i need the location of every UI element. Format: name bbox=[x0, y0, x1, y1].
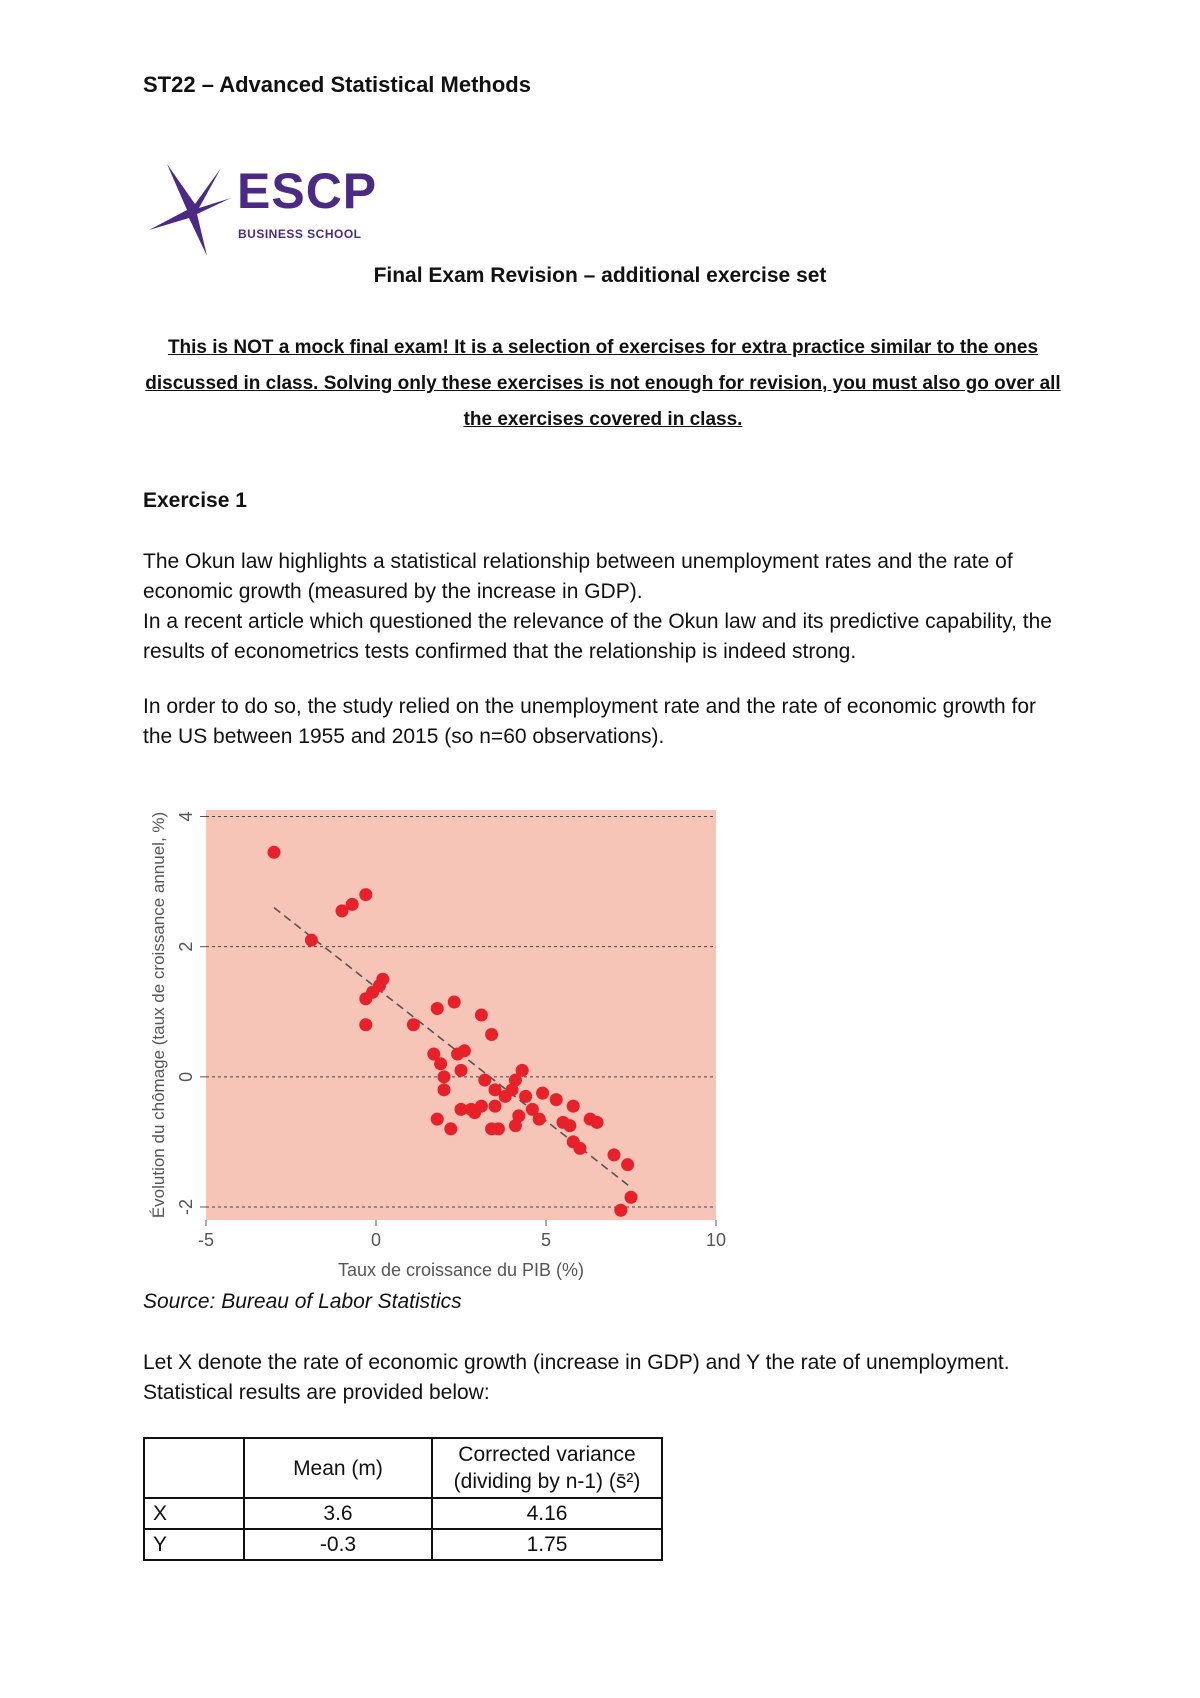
data-point bbox=[591, 1116, 604, 1129]
logo-wordmark: ESCP bbox=[237, 163, 378, 219]
table-header-row bbox=[144, 1438, 662, 1498]
table-cell-label: X bbox=[144, 1498, 244, 1529]
plot-background bbox=[206, 810, 716, 1220]
table-header-cell: Corrected variance (dividing by n-1) (s̄²) bbox=[432, 1438, 662, 1498]
exercise-paragraph-1 bbox=[143, 547, 1063, 667]
data-point bbox=[489, 1100, 502, 1113]
y-tick-label: 0 bbox=[176, 1071, 196, 1082]
data-point bbox=[509, 1119, 522, 1132]
escp-star-icon bbox=[145, 160, 245, 260]
data-point bbox=[438, 1083, 451, 1096]
table-cell-mean: -0.3 bbox=[244, 1529, 432, 1560]
data-point bbox=[475, 1009, 488, 1022]
data-point bbox=[550, 1093, 563, 1106]
data-point bbox=[475, 1100, 488, 1113]
paragraph-1-line-1: The Okun law highlights a statistical relationship between unemployment rates and the rate of economic growth (measured by the increase in GDP). bbox=[143, 550, 1013, 603]
warning-notice: This is NOT a mock final exam! It is a selection of exercises for extra practice similar to the ones discussed in class. Solving only these exercises is not enough for revision, you must also go over all the exercises covered in class. bbox=[145, 337, 1061, 430]
table-cell-mean: 3.6 bbox=[244, 1498, 432, 1529]
y-tick-label: 4 bbox=[176, 811, 196, 822]
data-point bbox=[407, 1018, 420, 1031]
table-header-cell: Mean (m) bbox=[244, 1438, 432, 1498]
table-header-cell bbox=[144, 1438, 244, 1498]
data-point bbox=[614, 1204, 627, 1217]
data-point bbox=[621, 1158, 634, 1171]
y-axis-label: Évolution du chômage (taux de croissance annuel, %) bbox=[149, 811, 168, 1219]
data-point bbox=[625, 1191, 638, 1204]
data-point bbox=[431, 1002, 444, 1015]
data-point bbox=[608, 1148, 621, 1161]
y-tick-label: 2 bbox=[176, 941, 196, 952]
data-point bbox=[485, 1122, 498, 1135]
table-cell-variance: 1.75 bbox=[432, 1529, 662, 1560]
data-point bbox=[567, 1100, 580, 1113]
data-point bbox=[533, 1113, 546, 1126]
x-axis-label: Taux de croissance du PIB (%) bbox=[337, 1260, 585, 1280]
logo-subtitle: BUSINESS SCHOOL bbox=[238, 227, 362, 241]
table-cell-variance: 4.16 bbox=[432, 1498, 662, 1529]
data-point bbox=[478, 1074, 491, 1087]
x-tick-label: 0 bbox=[370, 1230, 382, 1250]
table-row bbox=[144, 1529, 662, 1560]
exercise-title: Exercise 1 bbox=[143, 489, 247, 512]
okun-scatter-chart bbox=[146, 788, 727, 1280]
data-point bbox=[305, 934, 318, 947]
exercise-paragraph-3: Let X denote the rate of economic growth (increase in GDP) and Y the rate of unemployment. Statistical results are provided below: bbox=[143, 1351, 1010, 1404]
data-point bbox=[455, 1064, 468, 1077]
table-cell-label: Y bbox=[144, 1529, 244, 1560]
y-tick-label: -2 bbox=[176, 1198, 196, 1215]
data-point bbox=[516, 1064, 529, 1077]
data-point bbox=[444, 1122, 457, 1135]
data-point bbox=[431, 1113, 444, 1126]
data-point bbox=[359, 1018, 372, 1031]
data-point bbox=[458, 1044, 471, 1057]
statistics-table bbox=[143, 1437, 663, 1561]
x-tick-label: -5 bbox=[197, 1230, 215, 1250]
data-point bbox=[574, 1142, 587, 1155]
data-point bbox=[376, 973, 389, 986]
data-point bbox=[346, 898, 359, 911]
x-tick-label: 5 bbox=[540, 1230, 552, 1250]
data-point bbox=[434, 1057, 447, 1070]
data-point bbox=[438, 1070, 451, 1083]
data-point bbox=[268, 846, 281, 859]
course-title: ST22 – Advanced Statistical Methods bbox=[143, 72, 531, 97]
data-point bbox=[563, 1119, 576, 1132]
escp-logo bbox=[145, 160, 378, 260]
exam-title: Final Exam Revision – additional exercise set bbox=[373, 264, 827, 287]
data-point bbox=[359, 888, 372, 901]
exercise-paragraph-2: In order to do so, the study relied on the unemployment rate and the rate of economic growth for the US between 1955 and 2015 (so n=60 observations). bbox=[143, 695, 1037, 748]
chart-source: Source: Bureau of Labor Statistics bbox=[143, 1290, 462, 1313]
x-tick-label: 10 bbox=[705, 1230, 727, 1250]
data-point bbox=[485, 1028, 498, 1041]
data-point bbox=[519, 1090, 532, 1103]
table-row bbox=[144, 1498, 662, 1529]
data-point bbox=[536, 1087, 549, 1100]
data-point bbox=[448, 995, 461, 1008]
paragraph-1-line-2: In a recent article which questioned the relevance of the Okun law and its predictive capability, the results of econometrics tests confirmed that the relationship is indeed strong. bbox=[143, 610, 1052, 663]
